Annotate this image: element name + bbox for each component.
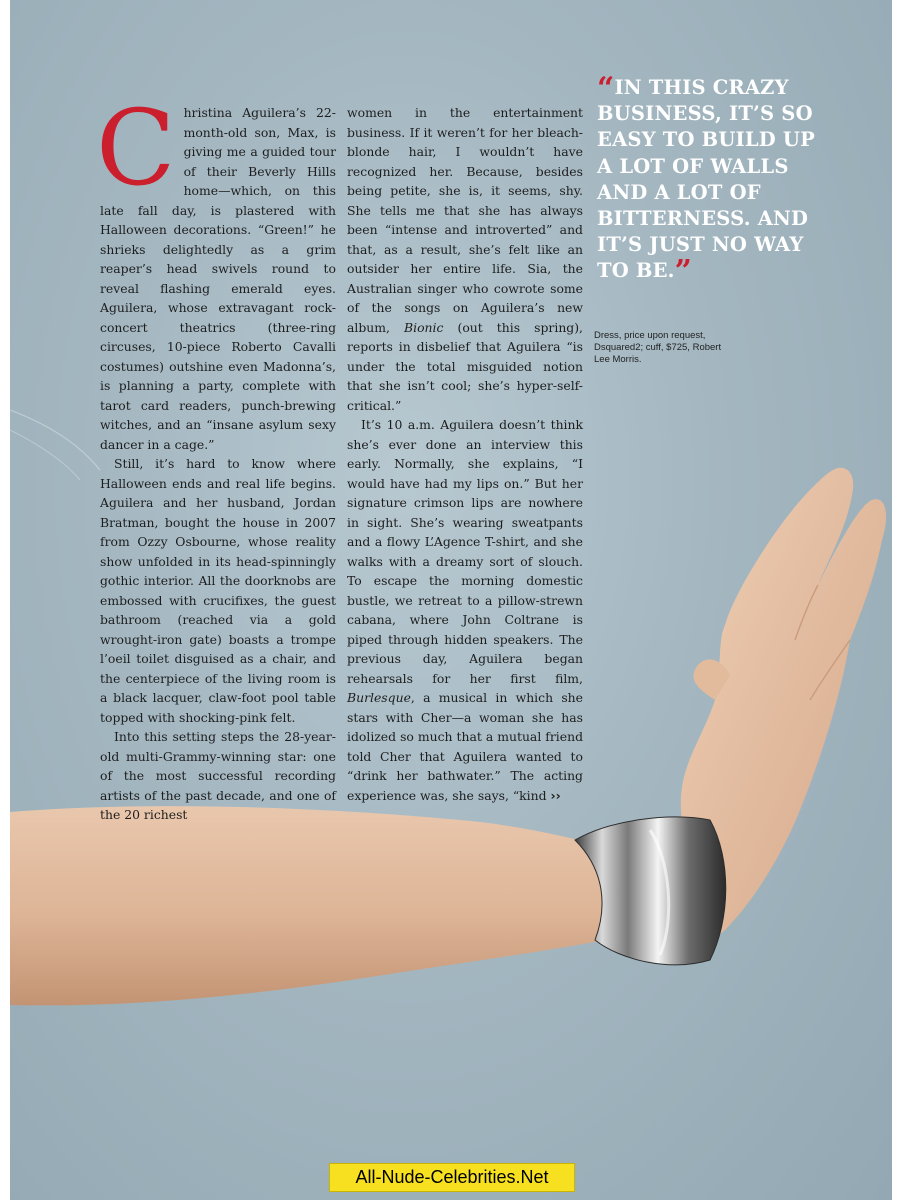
photo-credit: Dress, price upon request, Dsquared2; cuff, $725, Robert Lee Morris.	[594, 330, 722, 365]
paragraph-2: Still, it’s hard to know where Halloween ends and real life begins. Aguilera and her husband, Jordan Bratman, bought the house in 2007 from Ozzy Osbourne, whose reality show unfolded in its head-spinningly gothic interior. All the doorknobs are embossed with crucifixes, the guest bathroom (reached via a gold wrought-iron gate) boasts a trompe l’oeil toilet disguised as a chair, and the centerpiece of the living room is a black lacquer, claw-foot pool table topped with shocking-pink felt.	[100, 456, 336, 725]
watermark-banner: All-Nude-Celebrities.Net	[329, 1163, 575, 1192]
paragraph-4	[347, 103, 583, 415]
paragraph-1: hristina Aguilera’s 22-month-old son, Max, is giving me a guided tour of their Beverly Hills home—which, on this late fall day, is plastered with Halloween decorations. “Green!” he shrieks delightedly as a grim reaper’s head swivels round to reveal flashing emerald eyes. Aguilera, whose extravagant rock-concert theatrics (three-ring circuses, 10-piece Roberto Cavalli costumes) outshine even Madonna’s, is planning a party, complete with tarot card readers, punch-brewing witches, and an “insane asylum sexy dancer in a cage.”	[100, 105, 336, 452]
forearm-shape	[10, 806, 630, 1005]
continue-arrow-icon: ››	[550, 787, 561, 803]
paragraph-5	[347, 415, 583, 805]
article-column-1	[96, 87, 336, 825]
close-quote-mark: ”	[674, 254, 693, 290]
paragraph-5-text-a: It’s 10 a.m. Aguilera doesn’t think she’s ever done an interview this early. Normally, she explains, “I would have had my lips on.” But her signature crimson lips are nowhere in sight. She’s wearing sweatpants and a flowy L’Agence T-shirt, and she walks with a dreamy sort of slouch. To escape the morning domestic bustle, we retreat to a pillow-strewn cabana, where John Coltrane is piped through hidden speakers. The previous day, Aguilera began rehearsals for her first film,	[347, 417, 583, 686]
article-column-2	[347, 103, 583, 805]
album-title: Bionic	[404, 319, 444, 335]
magazine-page	[10, 0, 892, 1200]
pull-quote-text: IN THIS CRAZY BUSINESS, IT’S SO EASY TO BUILD UP A LOT OF WALLS AND A LOT OF BITTERNESS. AND IT’S JUST NO WAY TO BE.	[597, 76, 815, 283]
open-quote-mark: “	[597, 71, 615, 106]
paragraph-4-text-a: women in the entertainment business. If it weren’t for her bleach-blonde hair, I wouldn’t have recognized her. Because, besides being petite, she is, it seems, shy. She tells me that she has always been “intense and introverted” and that, as a result, she’s felt like an outsider her entire life. Sia, the Australian singer who cowrote some of the songs on Aguilera’s new album,	[347, 105, 583, 335]
paragraph-4-text-b: (out this spring), reports in disbelief that Aguilera “is under the total misguided notion that she isn’t cool; she’s hyper-self-critical.”	[347, 319, 583, 413]
paragraph-5-text-b: , a musical in which she stars with Cher—a woman she has idolized so much that a mutual friend told Cher that Aguilera wanted to “drink her bathwater.” The acting experience was, she says, “kind	[347, 690, 583, 803]
film-title: Burlesque	[347, 690, 411, 705]
paragraph-3: Into this setting steps the 28-year-old multi-Grammy-winning star: one of the most successful recording artists of the past decade, and one of the 20 richest	[100, 729, 336, 822]
pull-quote	[597, 71, 827, 290]
drop-cap: C	[96, 87, 176, 209]
